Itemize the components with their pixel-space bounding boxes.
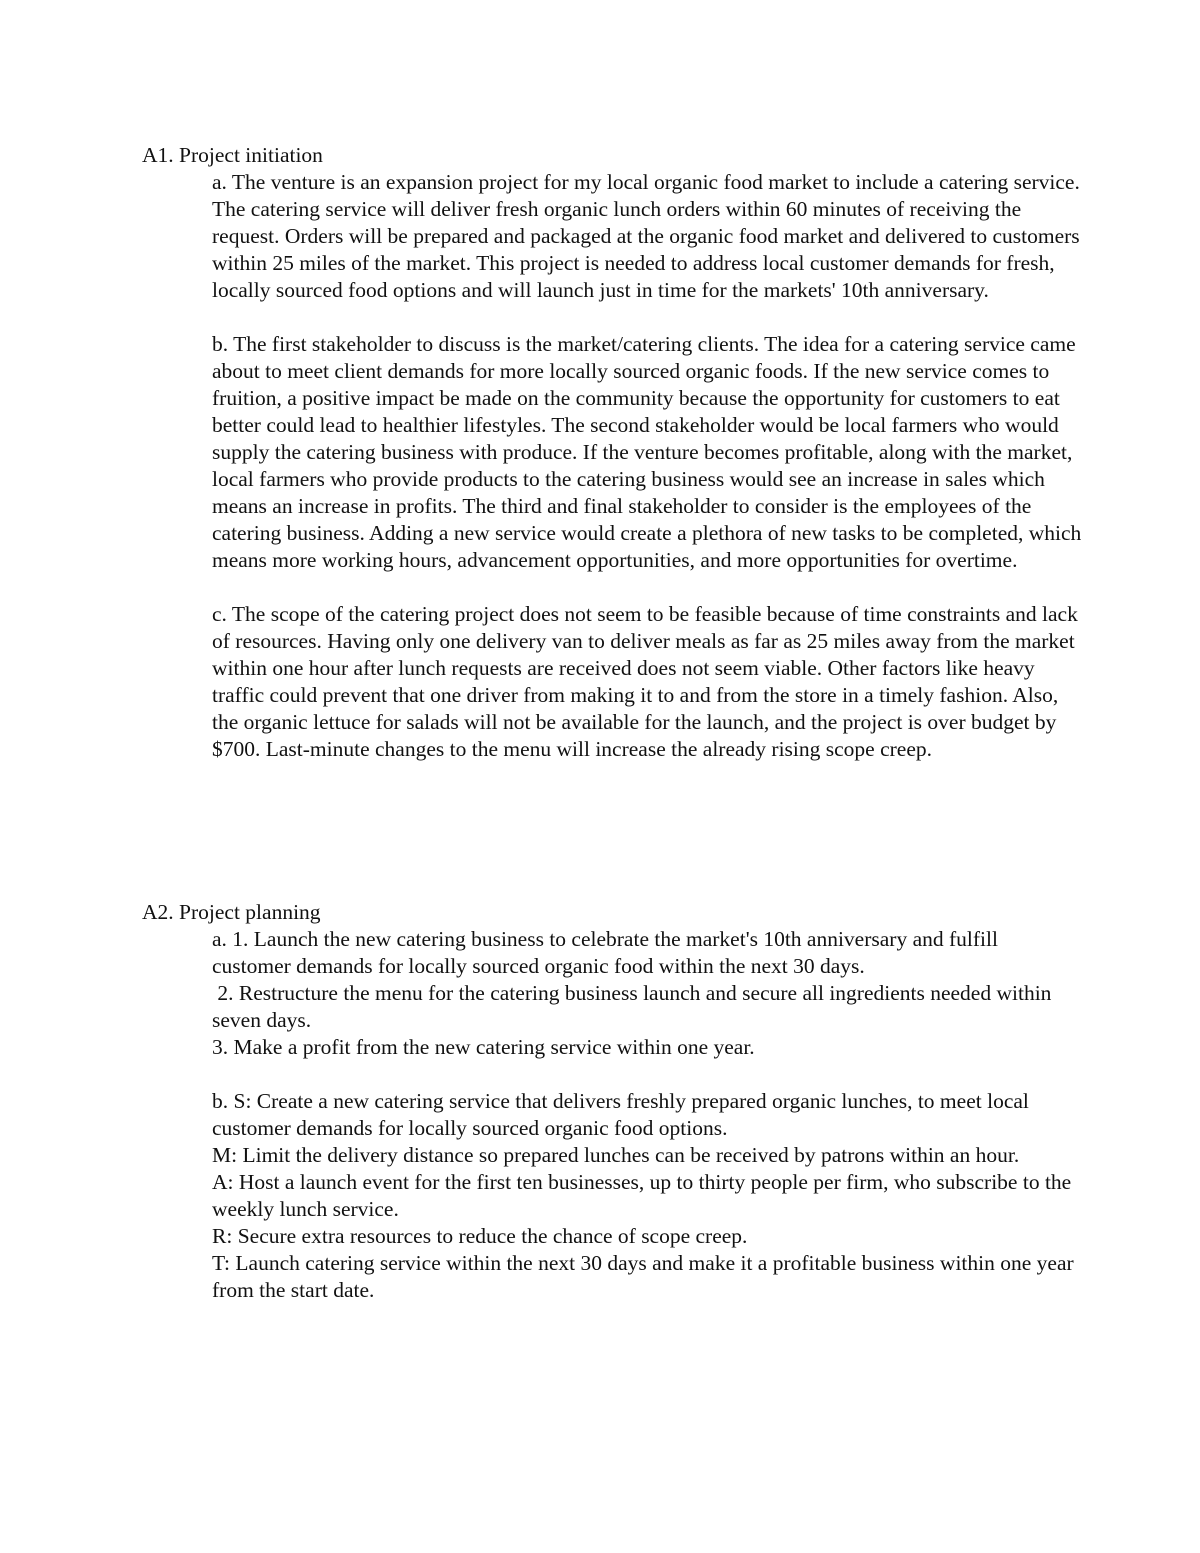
section-body	[212, 169, 1082, 763]
paragraph-b: b. The first stakeholder to discuss is the market/catering clients. The idea for a catering service came about to meet client demands for more locally sourced organic foods. If the new service comes to fruition, a positive impact be made on the community because the opportunity for customers to eat better could lead to healthier lifestyles. The second stakeholder would be local farmers who would supply the catering business with produce. If the venture becomes profitable, along with the market, local farmers who provide products to the catering business would see an increase in sales which means an increase in profits. The third and final stakeholder to consider is the employees of the catering business. Adding a new service would create a plethora of new tasks to be completed, which means more working hours, advancement opportunities, and more opportunities for overtime.	[212, 332, 1082, 572]
paragraph-c: c. The scope of the catering project does not seem to be feasible because of time constraints and lack of resources. Having only one delivery van to deliver meals as far as 25 miles away from the market within one hour after lunch requests are received does not seem viable. Other factors like heavy traffic could prevent that one driver from making it to and from the store in a timely fashion. Also, the organic lettuce for salads will not be available for the launch, and the project is over budget by $700. Last-minute changes to the menu will increase the already rising scope creep.	[212, 602, 1078, 761]
section-heading: A2. Project planning	[142, 900, 321, 924]
smart-relevant: R: Secure extra resources to reduce the chance of scope creep.	[212, 1224, 748, 1248]
section-project-initiation	[142, 142, 1082, 763]
smart-achievable: A: Host a launch event for the first ten businesses, up to thirty people per firm, who subscribe to the weekly lunch service.	[212, 1170, 1072, 1221]
section-heading: A1. Project initiation	[142, 143, 323, 167]
smart-measurable: M: Limit the delivery distance so prepared lunches can be received by patrons within an hour.	[212, 1143, 1020, 1167]
section-project-planning	[142, 899, 1082, 1304]
goal-2: 2. Restructure the menu for the catering business launch and secure all ingredients needed within seven days.	[212, 981, 1057, 1032]
smart-time-bound: T: Launch catering service within the next 30 days and make it a profitable business within one year from the start date.	[212, 1251, 1074, 1302]
goal-3: 3. Make a profit from the new catering service within one year.	[212, 1035, 755, 1059]
smart-specific: b. S: Create a new catering service that delivers freshly prepared organic lunches, to meet local customer demands for locally sourced organic food options.	[212, 1089, 1029, 1140]
section-body	[212, 926, 1082, 1304]
goal-1: a. 1. Launch the new catering business to celebrate the market's 10th anniversary and fulfill customer demands for locally sourced organic food within the next 30 days.	[212, 927, 998, 978]
paragraph-a: a. The venture is an expansion project for my local organic food market to include a catering service. The catering service will deliver fresh organic lunch orders within 60 minutes of receiving the request. Orders will be prepared and packaged at the organic food market and delivered to customers within 25 miles of the market. This project is needed to address local customer demands for fresh, locally sourced food options and will launch just in time for the markets' 10th anniversary.	[212, 170, 1080, 302]
